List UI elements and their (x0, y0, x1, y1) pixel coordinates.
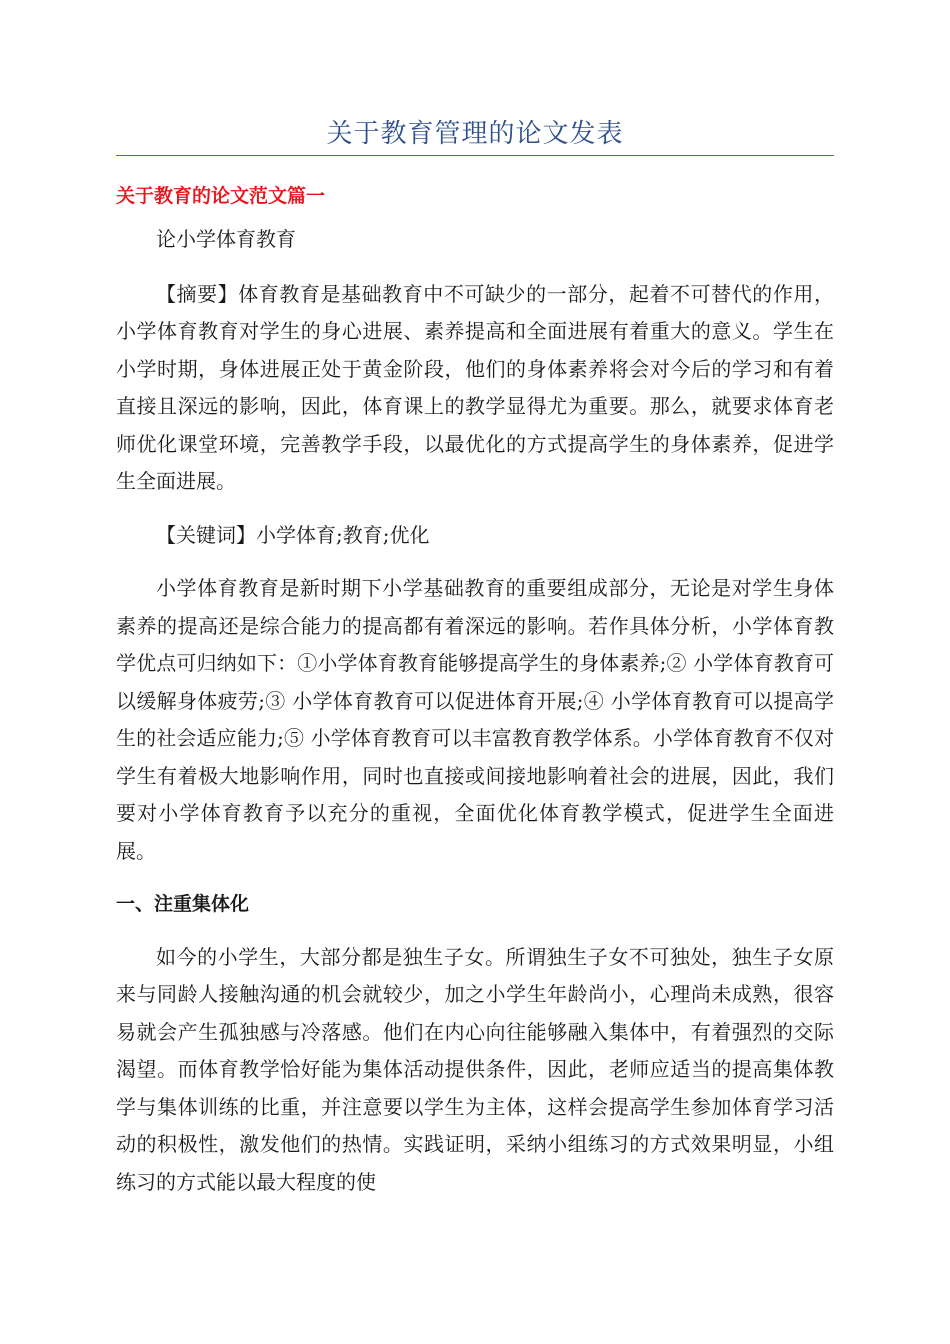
title-divider (116, 155, 834, 156)
body-paragraph-1: 如今的小学生，大部分都是独生子女。所谓独生子女不可独处，独生子女原来与同龄人接触沟通的机会就较少，加之小学生年龄尚小，心理尚未成熟，很容易就会产生孤独感与冷落感。他们在内心向往能够融入集体中，有着强烈的交际渴望。而体育教学恰好能为集体活动提供条件，因此，老师应适当的提高集体教学与集体训练的比重，并注意要以学生为主体，这样会提高学生参加体育学习活动的积极性，激发他们的热情。实践证明，采纳小组练习的方式效果明显，小组练习的方式能以最大程度的使 (116, 944, 834, 1194)
keywords-paragraph: 【关键词】小学体育;教育;优化 (156, 522, 430, 547)
document-title: 关于教育管理的论文发表 (326, 119, 624, 149)
subheading-1: 一、注重集体化 (116, 893, 250, 915)
abstract-paragraph: 【摘要】体育教育是基础教育中不可缺少的一部分，起着不可替代的作用，小学体育教育对学生的身心进展、素养提高和全面进展有着重大的意义。学生在小学时期，身体进展正处于黄金阶段，他们的身体素养将会对今后的学习和有着直接且深远的影响，因此，体育课上的教学显得尤为重要。那么，就要求体育老师优化课堂环境，完善教学手段，以最优化的方式提高学生的身体素养，促进学生全面进展。 (116, 281, 834, 493)
document-body (116, 221, 834, 1217)
section-heading: 关于教育的论文范文篇一 (116, 185, 326, 207)
intro-paragraph: 小学体育教育是新时期下小学基础教育的重要组成部分，无论是对学生身体素养的提高还是综合能力的提高都有着深远的影响。若作具体分析，小学体育教学优点可归纳如下：①小学体育教育能够提高学生的身体素养;② 小学体育教育可以缓解身体疲劳;③ 小学体育教育可以促进体育开展;④ 小学体育教育可以提高学生的社会适应能力;⑤ 小学体育教育可以丰富教育教学体系。小学体育教育不仅对学生有着极大地影响作用，同时也直接或间接地影响着社会的进展，因此，我们要对小学体育教育予以充分的重视，全面优化体育教学模式，促进学生全面进展。 (116, 576, 834, 863)
article-subtitle: 论小学体育教育 (156, 227, 296, 251)
